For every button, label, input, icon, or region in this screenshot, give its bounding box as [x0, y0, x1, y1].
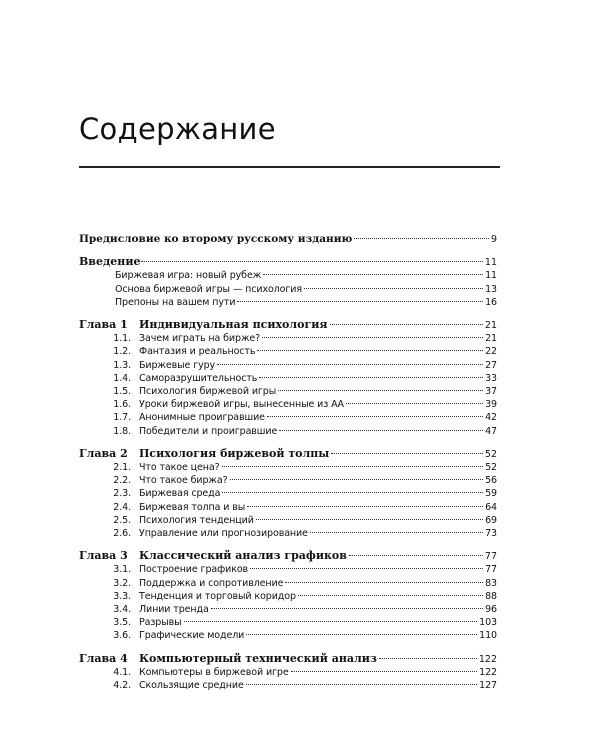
chapter-label: Глава 1 [79, 318, 128, 332]
dot-leader [354, 238, 489, 239]
toc-subentry[interactable] [79, 577, 497, 590]
dot-leader [246, 684, 477, 685]
section-number: 3.3. [113, 590, 131, 602]
toc-subentry[interactable] [79, 666, 497, 679]
toc-page-number: 21 [485, 333, 497, 345]
section-number: 1.4. [113, 372, 131, 384]
toc-chapter-1[interactable] [79, 318, 497, 332]
toc-page-number: 127 [479, 680, 497, 692]
toc-page-number: 52 [485, 462, 497, 474]
toc-page-number: 77 [485, 564, 497, 576]
toc-page-number: 39 [485, 399, 497, 411]
dot-leader [379, 658, 477, 659]
toc-subentry[interactable] [79, 629, 497, 642]
dot-leader [211, 608, 483, 609]
toc-page-number: 9 [490, 234, 497, 245]
toc-entry-label: Анонимные проигравшие [139, 412, 265, 424]
chapter-label: Глава 2 [79, 446, 128, 460]
toc-entry-label: Фантазия и реальность [139, 346, 256, 358]
section-number: 3.2. [113, 577, 131, 589]
toc-entry-label: Предисловие ко второму русскому изданию [79, 233, 353, 245]
dot-leader [298, 595, 483, 596]
toc-page-number: 96 [485, 604, 497, 616]
toc-page-number: 47 [485, 425, 497, 437]
toc-entry-label: Компьютеры в биржевой игре [139, 666, 289, 678]
dot-leader [331, 453, 483, 454]
toc-page-number: 11 [484, 257, 497, 269]
section-number: 2.6. [113, 528, 131, 540]
section-number: 2.2. [113, 475, 131, 487]
toc-entry-label: Поддержка и сопротивление [139, 577, 284, 589]
dot-leader [278, 390, 483, 391]
toc-page-number: 37 [485, 386, 497, 398]
toc-entry-label: Биржевые гуру [139, 359, 216, 371]
toc-subentry[interactable] [79, 563, 497, 576]
section-number: 3.5. [113, 617, 131, 629]
toc-entry-label: Препоны на вашем пути [115, 296, 236, 308]
toc-subentry[interactable] [79, 474, 497, 487]
toc-entry-introduction[interactable] [79, 255, 497, 269]
dot-leader [184, 621, 478, 622]
toc-page-number: 64 [485, 501, 497, 513]
dot-leader [141, 261, 483, 262]
dot-leader [279, 430, 483, 431]
toc-chapter-2[interactable] [79, 447, 497, 461]
toc-entry-label: Уроки биржевой игры, вынесенные из АА [139, 399, 344, 411]
dot-leader [304, 288, 483, 289]
toc-entry-label: Введение [79, 255, 141, 269]
toc-page-number: 27 [485, 359, 497, 371]
section-number: 2.3. [113, 488, 131, 500]
section-number: 2.4. [113, 501, 131, 513]
toc-chapter-4[interactable] [79, 652, 497, 666]
toc-entry-label: Тенденция и торговый коридор [139, 590, 296, 602]
section-number: 1.2. [113, 346, 131, 358]
dot-leader [267, 416, 483, 417]
toc-subentry[interactable] [79, 501, 497, 514]
dot-leader [262, 337, 483, 338]
toc-page-number: 42 [485, 412, 497, 424]
toc-entry-label: Что такое биржа? [139, 475, 228, 487]
toc-page-number: 59 [485, 488, 497, 500]
toc-subentry[interactable] [79, 332, 497, 345]
toc-page-number: 77 [484, 551, 497, 563]
toc-subentry[interactable] [79, 590, 497, 603]
section-number: 2.5. [113, 514, 131, 526]
toc-entry-label: Победители и проигравшие [139, 425, 278, 437]
toc-subentry[interactable] [79, 269, 497, 282]
toc-subentry[interactable] [79, 283, 497, 296]
section-number: 3.4. [113, 604, 131, 616]
toc-page-number: 110 [479, 630, 497, 642]
title-divider [79, 166, 500, 168]
dot-leader [285, 582, 483, 583]
chapter-label: Глава 3 [79, 549, 128, 563]
toc-subentry[interactable] [79, 359, 497, 372]
section-number: 1.3. [113, 359, 131, 371]
toc-page-number: 122 [478, 653, 497, 665]
chapter-title: Индивидуальная психология [139, 318, 328, 332]
toc-entry-label: Графические модели [139, 630, 245, 642]
dot-leader [259, 377, 483, 378]
dot-leader [222, 492, 483, 493]
toc-subentry[interactable] [79, 345, 497, 358]
toc-entry-label: Биржевая толпа и вы [139, 501, 246, 513]
page-title: Содержание [79, 112, 276, 146]
dot-leader [222, 466, 484, 467]
toc-page-number: 16 [485, 296, 497, 308]
toc-entry-label: Линии тренда [139, 604, 209, 616]
dot-leader [246, 634, 477, 635]
toc-page-number: 122 [479, 666, 497, 678]
toc-entry-label: Что такое цена? [139, 462, 220, 474]
section-number: 3.1. [113, 564, 131, 576]
dot-leader [263, 274, 483, 275]
chapter-title: Компьютерный технический анализ [139, 651, 377, 665]
section-number: 1.7. [113, 412, 131, 424]
toc-page-number: 56 [485, 475, 497, 487]
section-number: 2.1. [113, 462, 131, 474]
dot-leader [291, 671, 478, 672]
dot-leader [257, 350, 483, 351]
section-number: 3.6. [113, 630, 131, 642]
dot-leader [250, 568, 483, 569]
toc-page-number: 88 [485, 590, 497, 602]
toc-subentry[interactable] [79, 514, 497, 527]
toc-entry-label: Биржевая среда [139, 488, 221, 500]
toc-page-number: 13 [485, 283, 497, 295]
dot-leader [330, 324, 483, 325]
toc-entry-label: Зачем играть на бирже? [139, 333, 261, 345]
toc-page-number: 73 [485, 528, 497, 540]
toc-chapter-3[interactable] [79, 549, 497, 563]
toc-page-number: 11 [485, 270, 497, 282]
dot-leader [247, 506, 483, 507]
toc-page-number: 21 [484, 320, 497, 332]
table-of-contents [79, 233, 497, 692]
toc-entry-label: Саморазрушительность [139, 372, 258, 384]
toc-page-number: 52 [484, 448, 497, 460]
section-number: 4.2. [113, 680, 131, 692]
toc-entry-label: Управление или прогнозирование [139, 528, 308, 540]
dot-leader [256, 519, 483, 520]
section-number: 1.6. [113, 399, 131, 411]
section-number: 1.1. [113, 333, 131, 345]
toc-subentry[interactable] [79, 425, 497, 438]
toc-subentry[interactable] [79, 411, 497, 424]
dot-leader [217, 364, 483, 365]
toc-entry-label: Психология биржевой игры [139, 386, 277, 398]
toc-entry-preface[interactable] [79, 233, 497, 246]
toc-page-number: 22 [485, 346, 497, 358]
toc-subentry[interactable] [79, 385, 497, 398]
toc-subentry[interactable] [79, 527, 497, 540]
section-number: 1.8. [113, 425, 131, 437]
toc-entry-label: Основа биржевой игры — психология [115, 283, 302, 295]
toc-page-number: 103 [479, 617, 497, 629]
section-number: 1.5. [113, 386, 131, 398]
section-number: 4.1. [113, 666, 131, 678]
chapter-title: Психология биржевой толпы [139, 446, 330, 460]
toc-page-number: 69 [485, 514, 497, 526]
toc-page-number: 33 [485, 372, 497, 384]
toc-subentry[interactable] [79, 679, 497, 692]
toc-subentry[interactable] [79, 603, 497, 616]
chapter-label: Глава 4 [79, 651, 128, 665]
dot-leader [346, 403, 483, 404]
dot-leader [349, 555, 483, 556]
chapter-title: Классический анализ графиков [139, 549, 347, 563]
toc-entry-label: Построение графиков [139, 564, 249, 576]
toc-subentry[interactable] [79, 296, 497, 309]
dot-leader [310, 532, 483, 533]
toc-entry-label: Биржевая игра: новый рубеж [115, 270, 262, 282]
toc-entry-label: Психология тенденций [139, 514, 254, 526]
toc-page-number: 83 [485, 577, 497, 589]
dot-leader [230, 479, 484, 480]
toc-subentry[interactable] [79, 372, 497, 385]
toc-subentry[interactable] [79, 398, 497, 411]
toc-subentry[interactable] [79, 487, 497, 500]
dot-leader [237, 301, 483, 302]
toc-entry-label: Скользящие средние [139, 680, 244, 692]
toc-subentry[interactable] [79, 616, 497, 629]
toc-subentry[interactable] [79, 461, 497, 474]
toc-entry-label: Разрывы [139, 617, 182, 629]
